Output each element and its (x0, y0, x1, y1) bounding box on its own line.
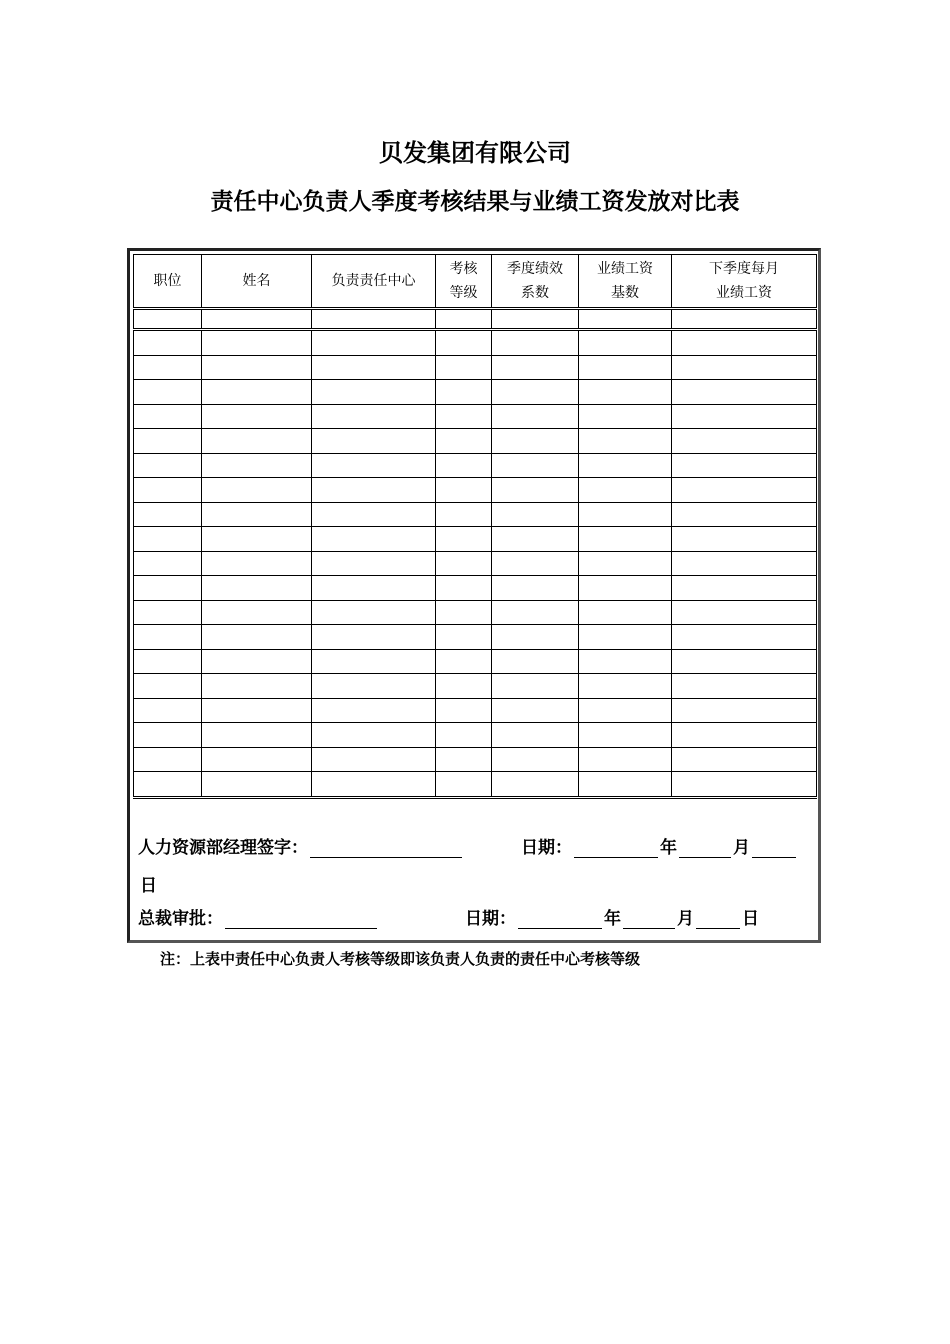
table-cell[interactable] (672, 649, 817, 674)
table-cell[interactable] (202, 527, 312, 552)
table-cell[interactable] (134, 649, 202, 674)
table-cell[interactable] (492, 309, 579, 330)
table-cell[interactable] (202, 404, 312, 429)
table-cell[interactable] (134, 772, 202, 798)
table-cell[interactable] (672, 772, 817, 798)
table-cell[interactable] (492, 355, 579, 380)
table-cell[interactable] (492, 502, 579, 527)
table-cell[interactable] (492, 551, 579, 576)
table-cell[interactable] (202, 502, 312, 527)
table-cell[interactable] (492, 453, 579, 478)
table-cell[interactable] (492, 674, 579, 699)
table-cell[interactable] (134, 747, 202, 772)
table-cell[interactable] (492, 380, 579, 405)
table-cell[interactable] (492, 723, 579, 748)
hr-date-line (521, 833, 798, 858)
table-cell[interactable] (312, 600, 436, 625)
table-cell[interactable] (579, 404, 672, 429)
table-cell[interactable] (134, 355, 202, 380)
table-cell[interactable] (312, 649, 436, 674)
table-cell[interactable] (492, 429, 579, 454)
table-cell[interactable] (672, 330, 817, 356)
table-cell[interactable] (134, 404, 202, 429)
table-cell[interactable] (202, 330, 312, 356)
table-cell[interactable] (579, 747, 672, 772)
table-cell[interactable] (436, 576, 492, 601)
table-cell[interactable] (672, 502, 817, 527)
table-cell[interactable] (436, 330, 492, 356)
table-cell[interactable] (672, 478, 817, 503)
hr-month-label: 月 (733, 838, 750, 858)
table-cell[interactable] (672, 674, 817, 699)
table-cell[interactable] (134, 551, 202, 576)
table-cell[interactable] (134, 330, 202, 356)
table-cell[interactable] (312, 429, 436, 454)
table-cell[interactable] (579, 453, 672, 478)
table-cell[interactable] (672, 723, 817, 748)
table-cell[interactable] (312, 747, 436, 772)
table-cell[interactable] (134, 674, 202, 699)
hr-signature-blank[interactable] (310, 839, 462, 858)
hr-day-blank[interactable] (752, 839, 796, 858)
header-quarterly-coefficient: 季度绩效 系数 (492, 255, 579, 309)
table-cell[interactable] (492, 649, 579, 674)
table-cell[interactable] (672, 698, 817, 723)
table-cell[interactable] (579, 330, 672, 356)
table-cell[interactable] (312, 551, 436, 576)
table-cell[interactable] (579, 723, 672, 748)
table-cell[interactable] (672, 380, 817, 405)
table-cell[interactable] (492, 747, 579, 772)
table-row (134, 772, 817, 798)
table-cell[interactable] (202, 625, 312, 650)
hr-month-blank[interactable] (679, 839, 731, 858)
table-cell[interactable] (436, 502, 492, 527)
table-cell[interactable] (436, 625, 492, 650)
hr-date-label: 日期： (521, 838, 572, 858)
table-cell[interactable] (436, 380, 492, 405)
table-row (134, 527, 817, 552)
ceo-year-label: 年 (604, 909, 621, 929)
table-cell[interactable] (436, 429, 492, 454)
table-cell[interactable] (202, 551, 312, 576)
table-row (134, 747, 817, 772)
table-cell[interactable] (312, 576, 436, 601)
table-cell[interactable] (134, 380, 202, 405)
table-cell[interactable] (436, 747, 492, 772)
table-cell[interactable] (579, 772, 672, 798)
header-next-quarter-wage: 下季度每月 业绩工资 (672, 255, 817, 309)
table-cell[interactable] (312, 355, 436, 380)
table-cell[interactable] (202, 576, 312, 601)
table-cell[interactable] (492, 600, 579, 625)
table-cell[interactable] (492, 527, 579, 552)
table-cell[interactable] (492, 625, 579, 650)
table-cell[interactable] (202, 600, 312, 625)
ceo-month-label: 月 (677, 909, 694, 929)
table-cell[interactable] (312, 478, 436, 503)
table-cell[interactable] (672, 576, 817, 601)
table-cell[interactable] (492, 772, 579, 798)
table-cell[interactable] (312, 404, 436, 429)
table-row (134, 404, 817, 429)
table-cell[interactable] (202, 355, 312, 380)
ceo-day-blank[interactable] (696, 910, 740, 929)
table-cell[interactable] (579, 649, 672, 674)
table-cell[interactable] (436, 404, 492, 429)
ceo-date-line (465, 904, 759, 929)
table-cell[interactable] (312, 625, 436, 650)
table-cell[interactable] (134, 502, 202, 527)
table-cell[interactable] (579, 380, 672, 405)
table-cell[interactable] (672, 551, 817, 576)
table-cell[interactable] (579, 502, 672, 527)
table-cell[interactable] (579, 625, 672, 650)
table-cell[interactable] (672, 309, 817, 330)
table-cell[interactable] (436, 698, 492, 723)
table-cell[interactable] (579, 355, 672, 380)
ceo-approval-blank[interactable] (225, 910, 377, 929)
table-cell[interactable] (436, 649, 492, 674)
table-row (134, 551, 817, 576)
table-cell[interactable] (492, 698, 579, 723)
table-cell[interactable] (202, 478, 312, 503)
table-row (134, 429, 817, 454)
table-cell[interactable] (312, 674, 436, 699)
table-cell[interactable] (436, 527, 492, 552)
table-cell[interactable] (312, 453, 436, 478)
table-cell[interactable] (672, 747, 817, 772)
table-cell[interactable] (579, 674, 672, 699)
table-cell[interactable] (579, 551, 672, 576)
table-cell[interactable] (492, 576, 579, 601)
table-row (134, 649, 817, 674)
header-name: 姓名 (202, 255, 312, 309)
table-row (134, 625, 817, 650)
comparison-table (133, 254, 817, 799)
ceo-year-blank[interactable] (518, 910, 602, 929)
table-cell[interactable] (579, 527, 672, 552)
table-cell[interactable] (436, 453, 492, 478)
table-cell[interactable] (312, 698, 436, 723)
table-cell[interactable] (436, 551, 492, 576)
table-header-row (134, 255, 817, 309)
table-cell[interactable] (312, 527, 436, 552)
table-cell[interactable] (134, 625, 202, 650)
table-cell[interactable] (492, 330, 579, 356)
table-row (134, 698, 817, 723)
table-cell[interactable] (202, 698, 312, 723)
table-row (134, 453, 817, 478)
hr-day-label: 日 (140, 876, 157, 896)
table-cell[interactable] (134, 723, 202, 748)
table-cell[interactable] (202, 649, 312, 674)
table-cell[interactable] (672, 625, 817, 650)
table-cell[interactable] (672, 429, 817, 454)
hr-signature-label: 人力资源部经理签字： (138, 838, 308, 858)
table-cell[interactable] (492, 478, 579, 503)
table-cell[interactable] (672, 600, 817, 625)
table-cell[interactable] (672, 355, 817, 380)
header-position: 职位 (134, 255, 202, 309)
table-cell[interactable] (436, 355, 492, 380)
table-row (134, 380, 817, 405)
table-cell[interactable] (579, 429, 672, 454)
table-cell[interactable] (134, 429, 202, 454)
table-row (134, 355, 817, 380)
table-cell[interactable] (672, 453, 817, 478)
table-cell[interactable] (134, 600, 202, 625)
table-cell[interactable] (579, 478, 672, 503)
table-cell[interactable] (436, 674, 492, 699)
footnote: 注：上表中责任中心负责人考核等级即该负责人负责的责任中心考核等级 (160, 950, 641, 968)
hr-year-blank[interactable] (574, 839, 658, 858)
table-cell[interactable] (579, 600, 672, 625)
table-cell[interactable] (312, 502, 436, 527)
table-cell[interactable] (436, 600, 492, 625)
table-cell[interactable] (134, 576, 202, 601)
table-row (134, 502, 817, 527)
hr-year-label: 年 (660, 838, 677, 858)
table-row (134, 309, 817, 330)
ceo-date-label: 日期： (465, 909, 516, 929)
table-cell[interactable] (202, 429, 312, 454)
table-row (134, 478, 817, 503)
table-cell[interactable] (436, 309, 492, 330)
table-cell[interactable] (436, 478, 492, 503)
table-cell[interactable] (672, 404, 817, 429)
table-cell[interactable] (202, 453, 312, 478)
table-cell[interactable] (312, 330, 436, 356)
table-row (134, 576, 817, 601)
company-name: 贝发集团有限公司 (379, 139, 571, 167)
table-cell[interactable] (579, 698, 672, 723)
form-title: 责任中心负责人季度考核结果与业绩工资发放对比表 (210, 189, 740, 215)
table-row (134, 330, 817, 356)
table-cell[interactable] (312, 309, 436, 330)
table-cell[interactable] (579, 576, 672, 601)
header-responsibility-center: 负责责任中心 (312, 255, 436, 309)
table-row (134, 723, 817, 748)
table-cell[interactable] (202, 674, 312, 699)
ceo-approval-line (138, 904, 379, 929)
table-cell[interactable] (202, 723, 312, 748)
table-cell[interactable] (202, 309, 312, 330)
header-wage-base: 业绩工资 基数 (579, 255, 672, 309)
header-assessment-grade: 考核 等级 (436, 255, 492, 309)
ceo-month-blank[interactable] (623, 910, 675, 929)
table-cell[interactable] (134, 478, 202, 503)
table-cell[interactable] (134, 453, 202, 478)
table-cell[interactable] (579, 309, 672, 330)
table-cell[interactable] (312, 380, 436, 405)
table-cell[interactable] (436, 723, 492, 748)
table-cell[interactable] (672, 527, 817, 552)
table-cell[interactable] (134, 527, 202, 552)
table-cell[interactable] (202, 380, 312, 405)
table-cell[interactable] (492, 404, 579, 429)
ceo-day-label: 日 (742, 909, 759, 929)
table-cell[interactable] (312, 772, 436, 798)
hr-signature-line (138, 833, 464, 858)
table-cell[interactable] (436, 772, 492, 798)
table-cell[interactable] (134, 698, 202, 723)
table-cell[interactable] (202, 747, 312, 772)
ceo-approval-label: 总裁审批： (138, 909, 223, 929)
table-cell[interactable] (312, 723, 436, 748)
table-cell[interactable] (134, 309, 202, 330)
table-row (134, 600, 817, 625)
table-cell[interactable] (202, 772, 312, 798)
table-row (134, 674, 817, 699)
